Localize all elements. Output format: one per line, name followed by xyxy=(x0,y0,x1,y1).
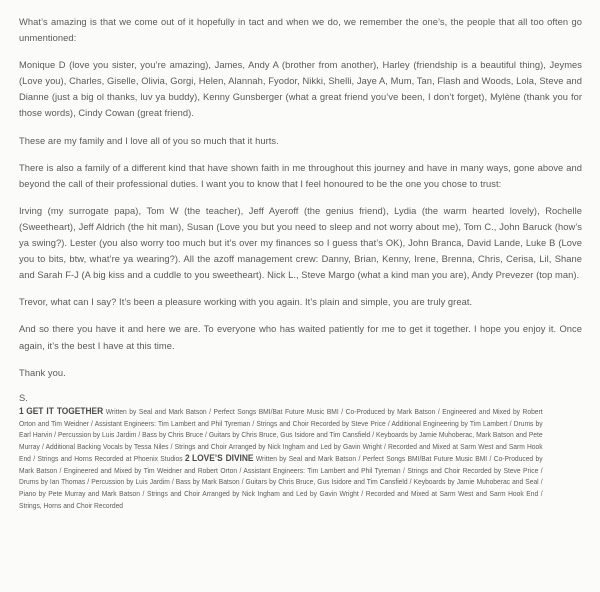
track-title: GET IT TOGETHER xyxy=(26,406,104,416)
letter-signature: S. xyxy=(19,392,28,403)
thank-you-letter xyxy=(19,14,582,406)
letter-trevor: Trevor, what can I say? It’s been a pleasure working with you again. It’s plain and simple, you are truly great. xyxy=(19,297,473,308)
letter-intro: What’s amazing is that we come out of it hopefully in tact and when we do, we remember the one’s, the people that all too often go unmentioned: xyxy=(19,17,582,44)
letter-professional-list: Irving (my surrogate papa), Tom W (the teacher), Jeff Ayeroff (the genius friend), Lydia (the warm hearted lovely), Rochelle (Sweetheart), Jeff Aldrich (the hit man), Susan (Love you but you need to sleep and not worry about me), Tom C., John Baruck (how’s ya swing?). Lester (you also worry too much but it’s over my finances so I guess that’s OK), John Branca, David Lande, Luke B (Love you to bits, btw, what’re ya wearing?). All the azoff management crew: Danny, Brian, Kenny, Irene, Brenna, Chris, Cerisa, Lil, Shane and Sarah F-J (A big kiss and a cuddle to you sweetheart). Nick L., Steve Margo (what a kind man you are), Andy Prevezer (top man). xyxy=(19,205,582,281)
track-number: 1 xyxy=(19,406,24,416)
track-credit-text: Written by Seal and Mark Batson / Perfect Songs BMI/Bat Future Music BMI / Co-Produced by Mark Batson / Engineered and Mixed by Tim Weidner and Robert Orton / Assistant Engineers: Tim Lambert and Phil Tyreman / Strings and Choir Recorded by Steve Price / Drums by Ian Thomas / Percussion by Luis Jardim / Bass by Mark Batson / Guitars by Chris Bruce, Gus Isidore and Tim Cansfield / Keyboards by Jamie Muhoberac and Seal / Piano by Pete Murray and Mark Batson / Strings and Choir Arranged by Nick Ingham and Led by Gavin Wright / Recorded and Mixed at Sarm West and Sarm Hook End / Strings, Horns and Choir Recorded xyxy=(19,453,543,510)
track-credit-text: Written by Seal and Mark Batson / Perfect Songs BMI/Bat Future Music BMI / Co-Produced by Mark Batson / Engineered and Mixed by Robert Orton and Tim Weidner / Assistant Engineers: Tim Lambert and Phil Tyreman / Strings and Choir Recorded by Steve Price / Additional Engineering by Tim Lambert / Drums by Earl Harvin / Percussion by Luis Jardim / Bass by Chris Bruce / Guitars by Chris Bruce, Gus Isidore and Tim Cansfield / Keyboards by Jamie Muhoberac, Mark Batson and Pete Murray / Additional Backing Vocals by Tessa Niles / Strings and Choir Arranged by Nick Ingham and Led by Gavin Wright / Recorded and Mixed at Sarm West and Sarm Hook End / Strings and Horns Recorded at Phoenix Studios xyxy=(19,407,543,463)
letter-family-list: Monique D (love you sister, you’re amazing), James, Andy A (brother from another), Harley (friendship is a beautiful thing), Jeymes (Love you), Charles, Giselle, Olivia, Gorgi, Helen, Alannah, Fyodor, Nikki, Shelli, Jaye A, Mum, Tan, Flash and Woods, Lola, Steve and Dianne (just a big ol thanks, luv ya buddy), Kenny Gunsberger (what a great friend you’ve been, I don’t forget), Mylène (thank you for those words), Cindy Cowan (great friend). xyxy=(19,60,582,119)
track-title: LOVE’S DIVINE xyxy=(192,452,254,463)
track-credits xyxy=(19,406,543,511)
letter-family-statement: These are my family and I love all of you so much that it hurts. xyxy=(19,135,279,146)
letter-professional-intro: There is also a family of a different kind that have shown faith in me throughout this journey and have in many ways, gone above and beyond the call of their professional duties. I want you to know that I feel honoured to be the one you chose to trust: xyxy=(19,162,582,189)
track-number: 2 xyxy=(184,452,190,463)
letter-thanks: Thank you. xyxy=(19,367,66,378)
letter-closing: And so there you have it and here we are. To everyone who has waited patiently for me to get it together. I hope you enjoy it. Once again, it’s the best I have at this time. xyxy=(19,324,582,351)
